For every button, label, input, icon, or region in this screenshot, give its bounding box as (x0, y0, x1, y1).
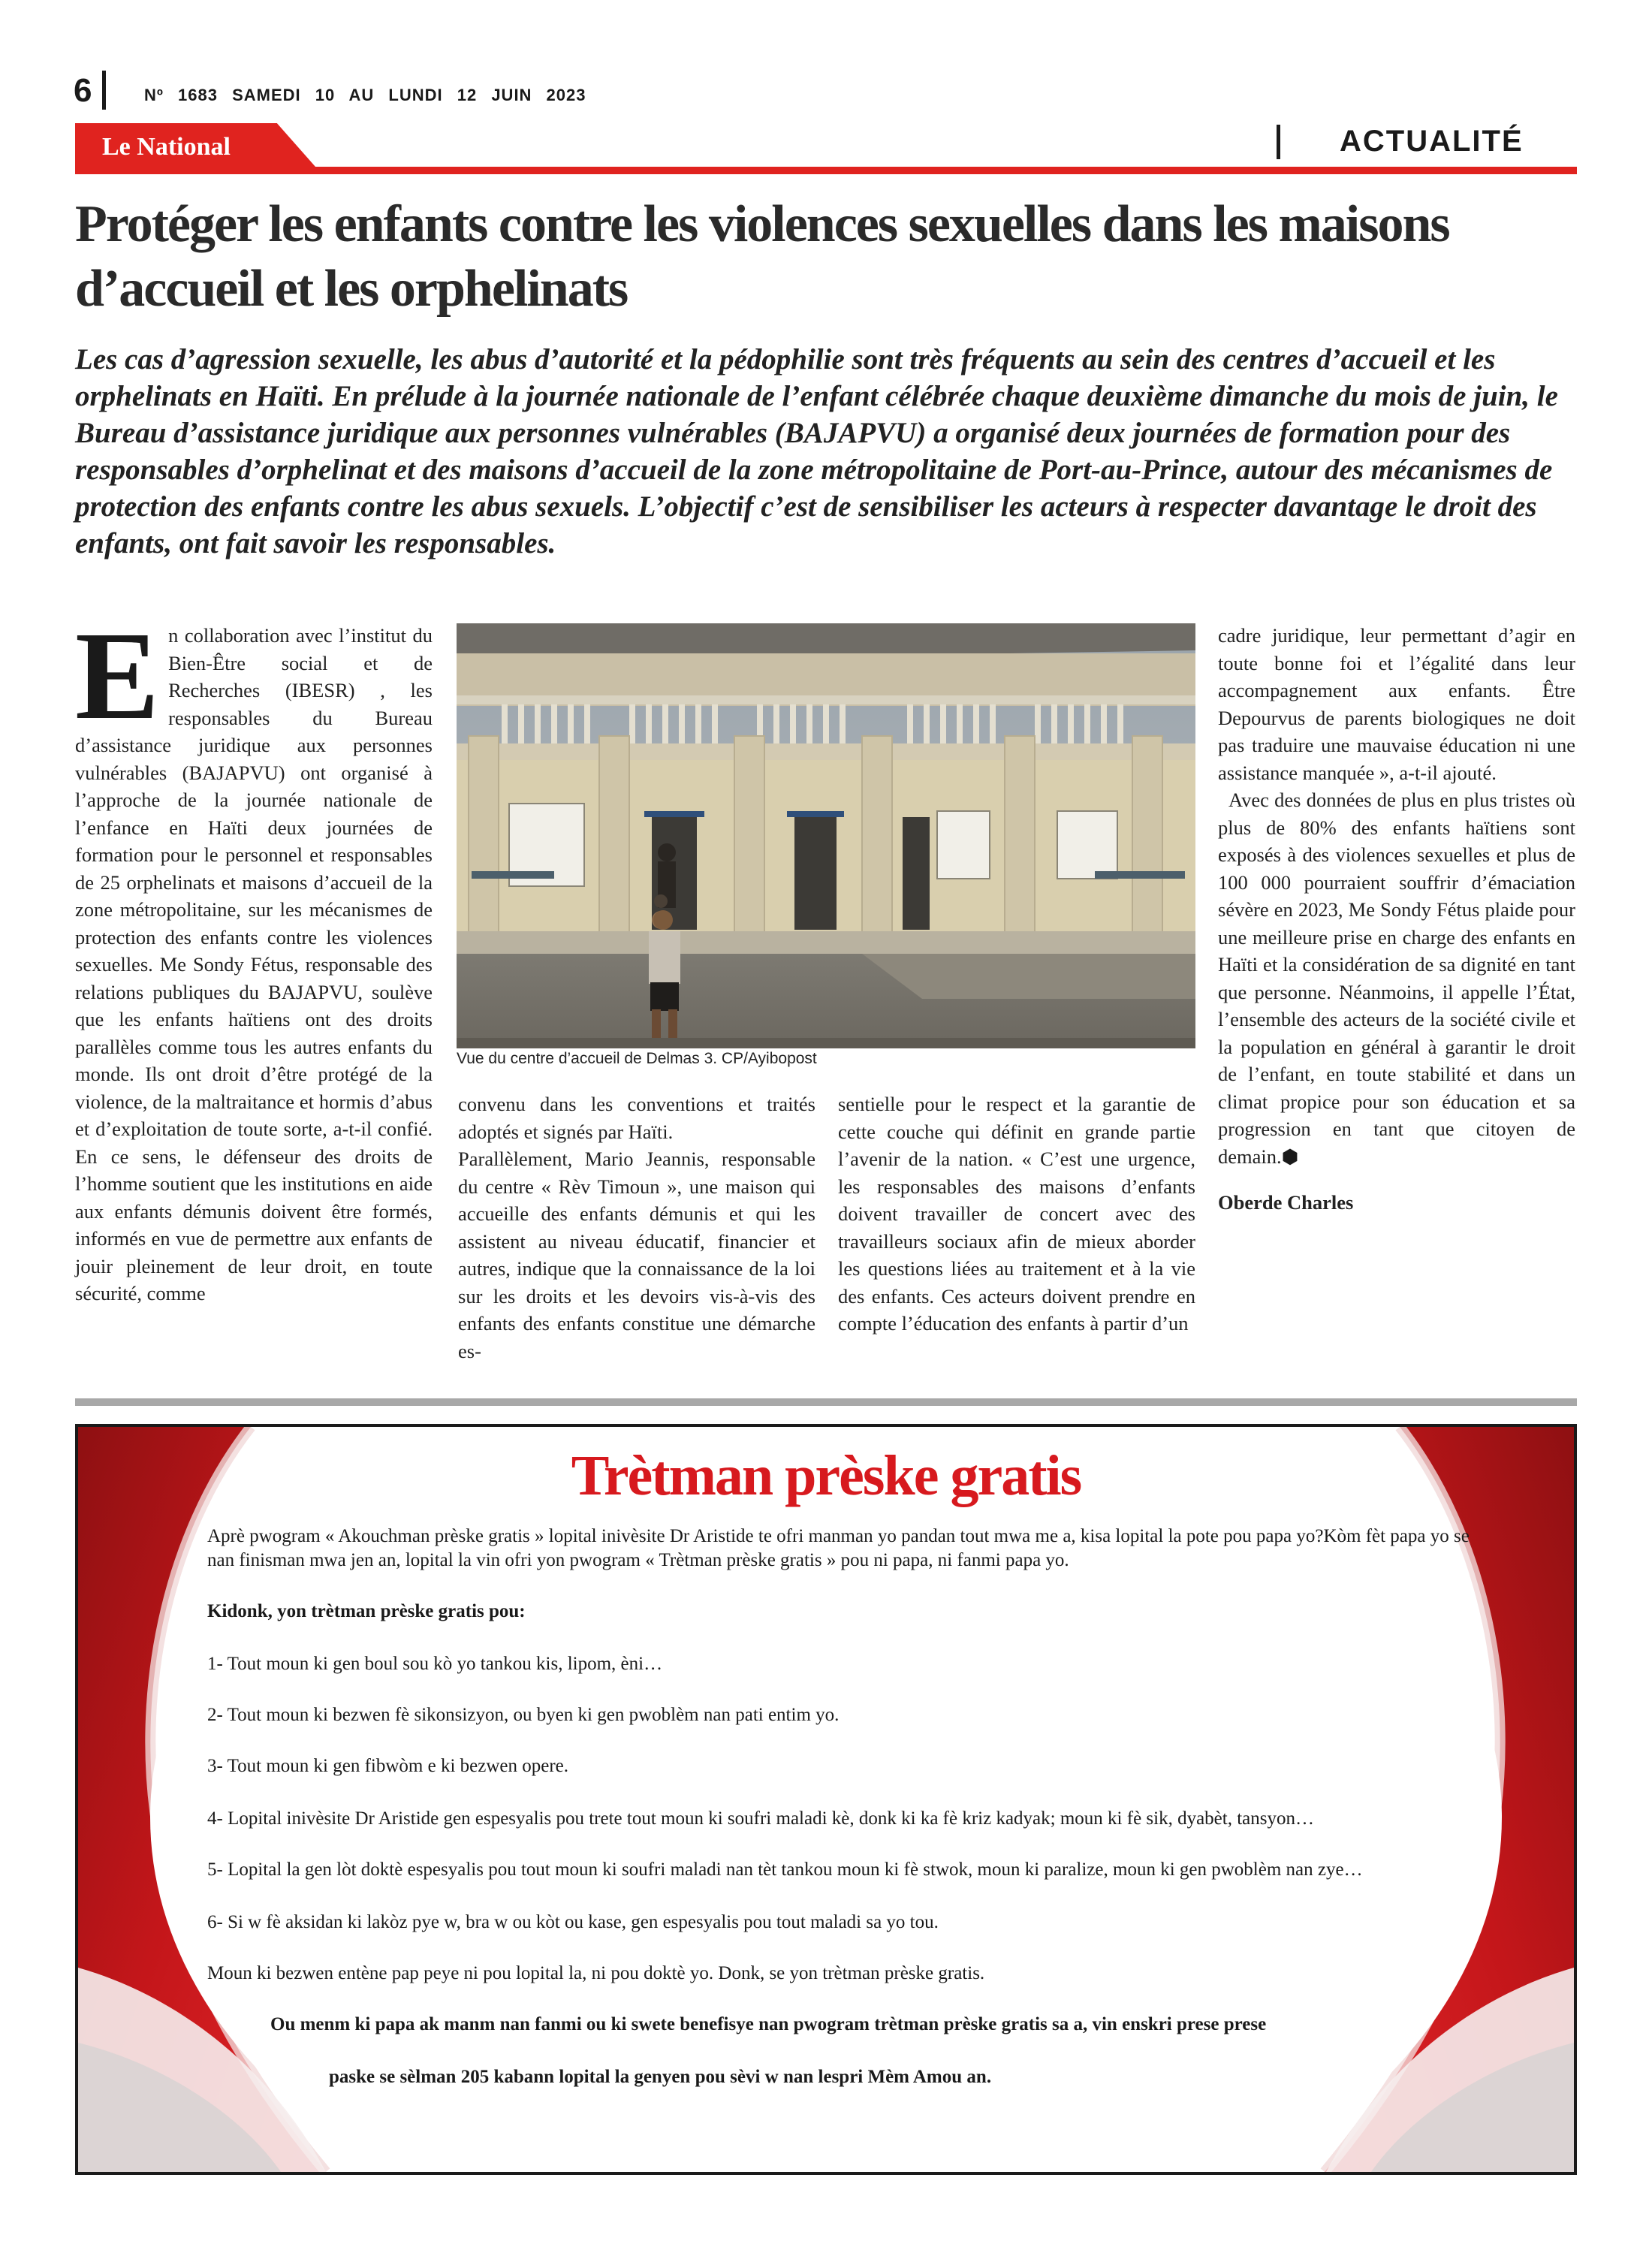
ad-item: 5- Lopital la gen lòt doktè espesyalis pou tout moun ki soufri maladi nan tèt tankou moun ki fè stwok, moun ki paralize, moun ki gen pwoblèm nan zye… (207, 1859, 1363, 1880)
ad-item: 1- Tout moun ki gen boul sou kò yo tankou kis, lipom, èni… (207, 1654, 663, 1674)
ad-closing-line-2: paske se sèlman 205 kabann lopital la genyen pou sèvi w nan lespri Mèm Amou an. (329, 2067, 992, 2087)
drop-cap: E (75, 606, 160, 746)
section-divider (1277, 125, 1280, 159)
building-photo (457, 623, 1195, 1048)
header-rule (75, 167, 1577, 174)
section-separator (75, 1398, 1577, 1406)
page-number: 6 (74, 72, 92, 109)
advertisement (75, 1424, 1577, 2175)
column-4-paragraph-2-text: Avec des données de plus en plus tristes où plus de 80% des enfants haïtiens sont exposés à des violences sexuelles et plus de 100 000 pourraient souffrir d’émaciation sévère en 2023, Me Sondy Fétus plaide pour une meilleure prise en charge des enfants en Haïti et la considération de sa dignité en tant que personne. Néanmoins, il appelle l’État, l’ensemble des acteurs de la société civile et la population en général à garantir le droit de l’enfant, en toute stabilité et dans un climat propice pour son éducation et sa progression en tant que citoyen de demain. (1218, 789, 1575, 1168)
column-1-text: n collaboration avec l’institut du Bien-Être social et de Recherches (IBESR) , les responsables du Bureau d’assistance juridique aux personnes vulnérables (BAJAPVU) ont organisé à l’approche de la journée nationale de l’enfance en Haïti deux journées de formation pour le personnel et responsables de 25 orphelinats et maisons d’accueil de la zone métropolitaine, sur les mécanismes de protection des enfants contre les violences sexuelles. Me Sondy Fétus, responsable des relations publiques du BAJAPVU, soulève que les enfants haïtiens ont des droits parallèles comme tous les autres enfants du monde. Ils ont droit d’être protégé de la violence, de la maltraitance et hormis d’abus et d’exploitation de toute sorte, a-t-il confié. En ce sens, le défenseur des droits de l’homme soutient que les institutions en aide aux enfants démunis doivent être formés, informés en vue de permettre aux enfants de jouir pleinement de leur droit, en toute sécurité, comme (75, 624, 433, 1304)
article-column-2 (458, 1090, 815, 1365)
photo-caption: Vue du centre d’accueil de Delmas 3. CP/Ayibopost (457, 1050, 817, 1067)
article-photo (457, 623, 1195, 1048)
brand-name: Le National (102, 133, 231, 161)
ad-item: 4- Lopital inivèsite Dr Aristide gen espesyalis pou trete tout moun ki soufri maladi kè, donk ki ka fè kriz kadyak; moun ki fè sik, dyabèt, tansyon… (207, 1808, 1314, 1829)
column-4-paragraph-2 (1218, 786, 1575, 1171)
column-3-text: sentielle pour le respect et la garantie de cette couche qui définit en grande partie l’avenir de la nation. « C’est une urgence, les responsables des maisons d’enfants doivent travailler de concert avec des travailleurs sociaux afin de mieux aborder les questions liées au traitement et à la vie des enfants. Ces acteurs doivent prendre en compte l’éducation des enfants à partir d’un (838, 1093, 1195, 1335)
end-of-article-icon: ⬢ (1281, 1145, 1299, 1168)
issue-date-line: Nº 1683 SAMEDI 10 AU LUNDI 12 JUIN 2023 (144, 86, 586, 104)
column-2-paragraph-2: Parallèlement, Mario Jeannis, responsable du centre « Rèv Timoun », une maison qui accueille des enfants démunis et qui les assistent au niveau éducatif, financier et autres, indique que la connaissance de la loi sur les droits et les devoirs vis-à-vis des enfants des enfants constitue une démarche es- (458, 1148, 815, 1362)
article-column-4 (1218, 622, 1575, 1217)
ad-title: Trètman prèske gratis (571, 1444, 1081, 1507)
article-column-3 (838, 1090, 1195, 1338)
ad-subhead: Kidonk, yon trètman prèske gratis pou: (207, 1601, 526, 1621)
column-4-paragraph-1: cadre juridique, leur permettant d’agir en toute bonne foi et l’égalité dans leur accompagnement aux enfants. Être Depourvus de parents biologiques ne doit pas traduire une mauvaise éducation ni une assistance manquée », a-t-il ajouté. (1218, 624, 1575, 784)
page-number-divider (102, 71, 106, 110)
ad-item: 6- Si w fè aksidan ki lakòz pye w, bra w ou kòt ou kase, gen espesyalis pou tout maladi sa yo tou. (207, 1912, 939, 1932)
article-column-1 (75, 606, 433, 1307)
article-lead: Les cas d’agression sexuelle, les abus d’autorité et la pédophilie sont très fréquents au sein des centres d’accueil et les orphelinats en Haïti. En prélude à la journée nationale de l’enfant célébrée chaque deuxième dimanche du mois de juin, le Bureau d’assistance juridique aux personnes vulnérables (BAJAPVU) a organisé deux journées de formation pour des responsables d’orphelinat et des maisons d’accueil de la zone métropolitaine de Port-au-Prince, autour des mécanismes de protection des enfants contre les abus sexuels. L’objectif c’est de sensibiliser les acteurs à respecter davantage le droit des enfants, ont fait savoir les responsables. (75, 343, 1558, 559)
ad-item: 2- Tout moun ki bezwen fè sikonsizyon, ou byen ki gen pwoblèm nan pati entim yo. (207, 1705, 840, 1725)
ad-item: 3- Tout moun ki gen fibwòm e ki bezwen opere. (207, 1756, 569, 1776)
ad-note: Moun ki bezwen entène pap peye ni pou lopital la, ni pou doktè yo. Donk, se yon trètman prèske gratis. (207, 1963, 985, 1983)
article-headline: Protéger les enfants contre les violences sexuelles dans les maisons d’accueil et les orphelinats (75, 195, 1449, 318)
column-2-paragraph-1: convenu dans les conventions et traités adoptés et signés par Haïti. (458, 1093, 815, 1143)
section-name: ACTUALITÉ (1340, 125, 1524, 158)
article-byline: Oberde Charles (1218, 1191, 1354, 1214)
ad-intro: Aprè pwogram « Akouchman prèske gratis » lopital inivèsite Dr Aristide te ofri manman yo pandan tout mwa me a, kisa lopital la pote pou papa yo?Kòm fèt papa yo se nan finisman mwa jen an, lopital la vin ofri yon pwogram « Trètman prèske gratis » pou ni papa, ni fanmi papa yo. (207, 1526, 1470, 1570)
ad-closing-line-1: Ou menm ki papa ak manm nan fanmi ou ki swete benefisye nan pwogram trètman prèske gratis sa a, vin enskri prese prese (270, 2014, 1267, 2034)
